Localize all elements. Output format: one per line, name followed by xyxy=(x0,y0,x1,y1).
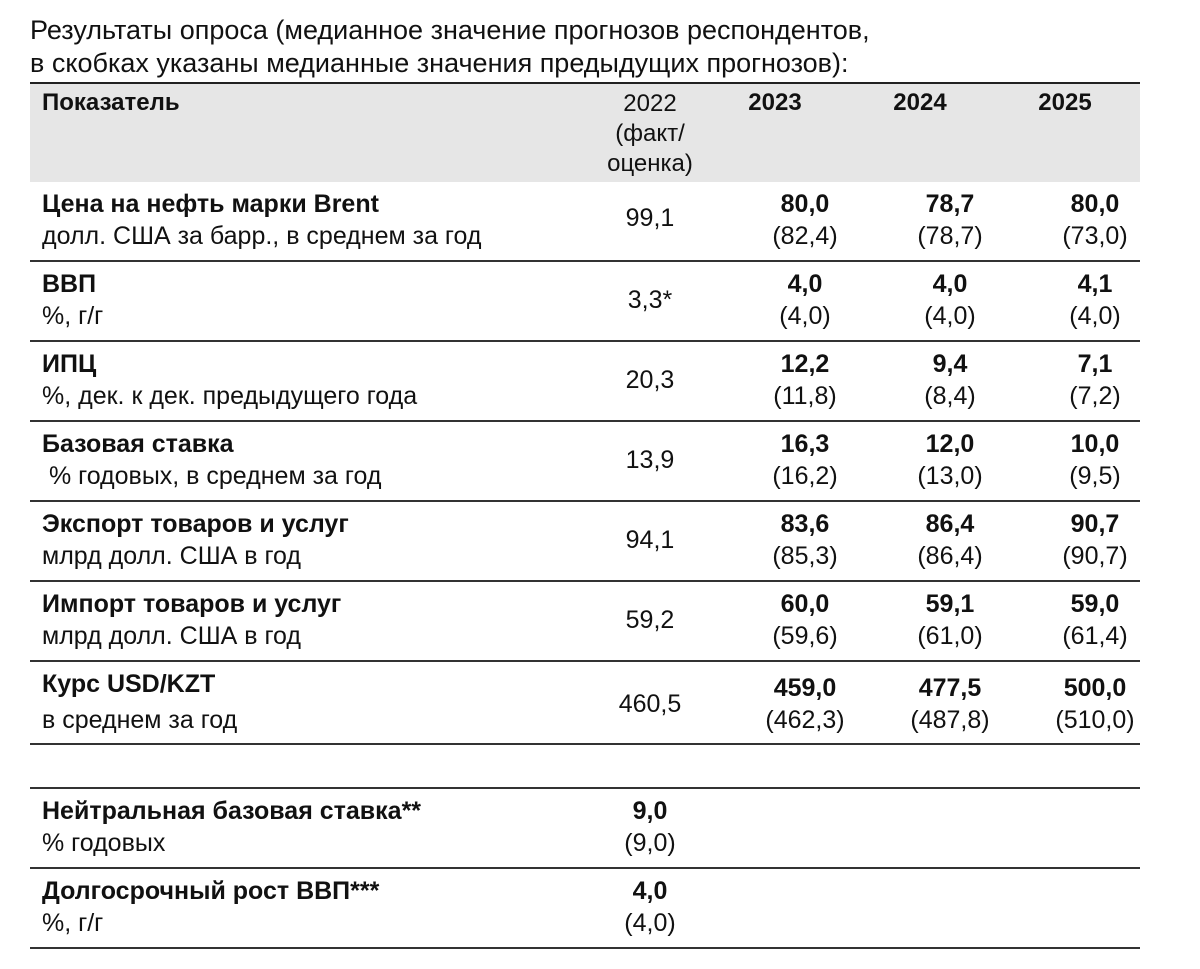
header-2022: 2022 (факт/ оценка) xyxy=(607,90,693,177)
row-unit: в среднем за год xyxy=(42,706,238,734)
table-row-brent xyxy=(30,182,1140,262)
row-title: Экспорт товаров и услуг xyxy=(42,510,349,538)
cell-2023: 12,2 (11,8) xyxy=(773,350,837,410)
row-title: ИПЦ xyxy=(42,350,97,378)
cell-2024: 59,1 (61,0) xyxy=(917,590,983,650)
table-row-usd-kzt xyxy=(30,662,1140,745)
cell-2024: 477,5 (487,8) xyxy=(910,674,990,734)
table-row-cpi xyxy=(30,342,1140,422)
row-title: Долгосрочный рост ВВП*** xyxy=(42,877,380,905)
value-2022: 94,1 xyxy=(625,526,675,554)
header-2024: 2024 xyxy=(893,89,947,116)
row-unit: млрд долл. США в год xyxy=(42,542,301,570)
row-title: Цена на нефть марки Brent xyxy=(42,190,379,218)
table-row-neutral-rate xyxy=(30,789,1140,869)
cell-2024: 78,7 (78,7) xyxy=(917,190,983,250)
cell-value: 4,0 (4,0) xyxy=(624,877,676,937)
cell-2025: 59,0 (61,4) xyxy=(1062,590,1128,650)
value-2022: 99,1 xyxy=(625,204,675,232)
table-row-imports xyxy=(30,582,1140,662)
caption-line-2: в скобках указаны медианные значения предыдущих прогнозов): xyxy=(30,48,849,78)
table-header xyxy=(30,82,1140,182)
row-unit: % годовых, в среднем за год xyxy=(42,462,382,490)
cell-2024: 9,4 (8,4) xyxy=(924,350,976,410)
row-title: Базовая ставка xyxy=(42,430,234,458)
table-row-long-term-gdp xyxy=(30,869,1140,949)
value-2022: 59,2 xyxy=(625,606,675,634)
cell-2023: 83,6 (85,3) xyxy=(772,510,838,570)
cell-2025: 7,1 (7,2) xyxy=(1069,350,1121,410)
row-title: Импорт товаров и услуг xyxy=(42,590,342,618)
value-2022: 13,9 xyxy=(625,446,675,474)
cell-2025: 80,0 (73,0) xyxy=(1062,190,1128,250)
cell-2024: 86,4 (86,4) xyxy=(917,510,983,570)
header-indicator: Показатель xyxy=(42,89,180,116)
cell-2023: 60,0 (59,6) xyxy=(772,590,838,650)
value-2022: 3,3* xyxy=(627,286,673,314)
cell-2023: 80,0 (82,4) xyxy=(772,190,838,250)
row-unit: млрд долл. США в год xyxy=(42,622,301,650)
value-2022: 20,3 xyxy=(625,366,675,394)
header-2025: 2025 xyxy=(1038,89,1092,116)
table-spacer-row xyxy=(30,745,1140,789)
value-2022: 460,5 xyxy=(618,690,682,718)
row-title: Курс USD/KZT xyxy=(42,670,216,698)
row-unit: долл. США за барр., в среднем за год xyxy=(42,222,482,250)
cell-2025: 90,7 (90,7) xyxy=(1062,510,1128,570)
header-2023: 2023 xyxy=(748,89,802,116)
cell-2025: 500,0 (510,0) xyxy=(1055,674,1135,734)
cell-value: 9,0 (9,0) xyxy=(624,797,676,857)
cell-2023: 16,3 (16,2) xyxy=(772,430,838,490)
cell-2025: 10,0 (9,5) xyxy=(1069,430,1121,490)
cell-2025: 4,1 (4,0) xyxy=(1069,270,1121,330)
table-caption xyxy=(30,14,870,80)
caption-line-1: Результаты опроса (медианное значение прогнозов респондентов, xyxy=(30,15,870,45)
table-row-exports xyxy=(30,502,1140,582)
row-unit: % годовых xyxy=(42,829,166,857)
row-title: ВВП xyxy=(42,270,97,298)
table-row-base-rate xyxy=(30,422,1140,502)
row-title: Нейтральная базовая ставка** xyxy=(42,797,422,825)
row-unit: %, дек. к дек. предыдущего года xyxy=(42,382,418,410)
cell-2024: 4,0 (4,0) xyxy=(924,270,976,330)
cell-2023: 4,0 (4,0) xyxy=(779,270,831,330)
table-row-gdp xyxy=(30,262,1140,342)
cell-2023: 459,0 (462,3) xyxy=(765,674,845,734)
row-unit: %, г/г xyxy=(42,302,104,330)
row-unit: %, г/г xyxy=(42,909,104,937)
cell-2024: 12,0 (13,0) xyxy=(917,430,983,490)
